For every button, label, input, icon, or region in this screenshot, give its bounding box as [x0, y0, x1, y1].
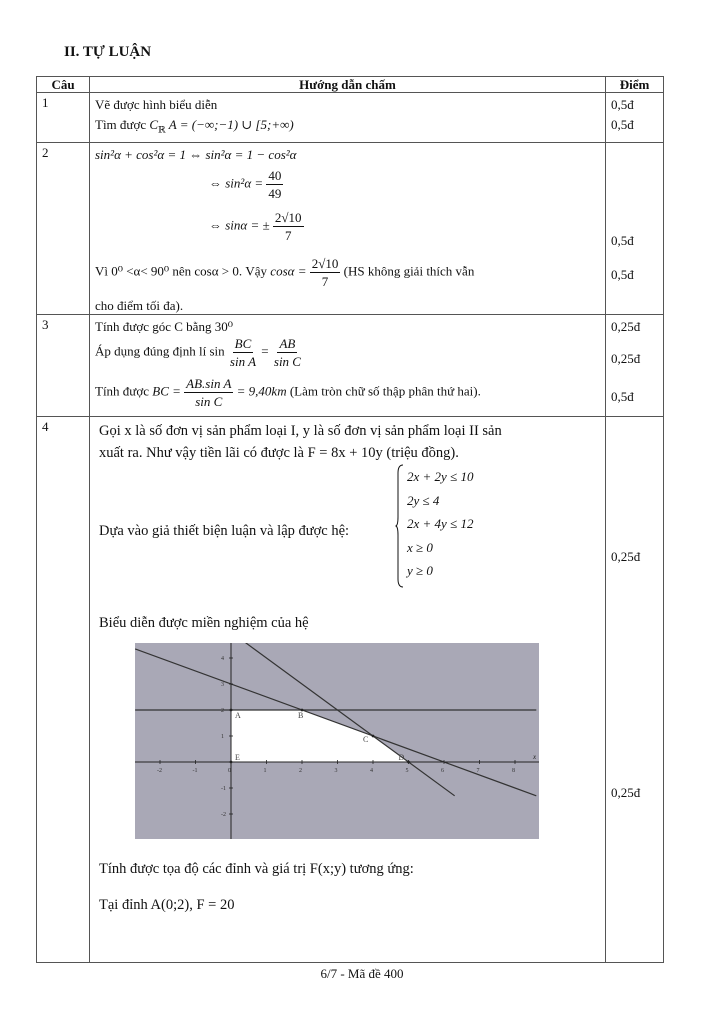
- y-tick-label: 2: [221, 708, 224, 714]
- x-tick-label: -1: [192, 768, 198, 774]
- x-tick-label: 7: [476, 768, 480, 774]
- x-tick-label: 4: [370, 768, 373, 774]
- y-tick-label: -1: [221, 786, 226, 792]
- system-eq-1: 2x + 2y ≤ 10: [407, 469, 474, 484]
- x-tick-label: 2: [299, 768, 302, 774]
- q3-guide: [90, 315, 606, 417]
- q1-number: 1: [37, 93, 90, 143]
- q3-line1: Tính được góc C bằng 30⁰: [95, 319, 233, 334]
- vertex-label: C: [363, 735, 369, 744]
- q4-guide: [90, 417, 606, 963]
- x-tick-label: 6: [441, 768, 444, 774]
- vertex-point: [407, 761, 410, 764]
- q4-para3: Tính được tọa độ các đỉnh và giá trị F(x;y) tương ứng:: [99, 861, 414, 877]
- x-tick-label: 3: [334, 768, 338, 774]
- q3-number: 3: [37, 315, 90, 417]
- header-question: Câu: [37, 77, 90, 93]
- y-tick-label: -2: [221, 812, 226, 818]
- system-eq-3: 2x + 4y ≤ 12: [407, 516, 474, 531]
- q2-eq2: ⇔ sin²α = $\frac{40}{49}$: [209, 168, 282, 201]
- y-tick-label: 3: [221, 682, 224, 688]
- y-tick-label: 1: [221, 734, 224, 740]
- q2-eq1: sin²α + cos²α = 1 ⇔ sin²α = 1 − cos²α: [95, 147, 297, 162]
- q3-line2: Áp dụng đúng định lí sin $\frac{BC}{\text{sin A}}$ = $\frac{AB}{\text{sin C}}$: [95, 336, 301, 369]
- vertex-label: B: [298, 711, 304, 720]
- q4-system-brace: [395, 463, 405, 593]
- vertex-label: E: [235, 753, 240, 762]
- brace-icon: [395, 463, 405, 589]
- feasible-region-graph: [135, 643, 539, 843]
- table-row-q4: [37, 417, 664, 963]
- table-row-q2: [37, 143, 664, 315]
- q2-guide: [90, 143, 606, 315]
- vertex-label: D: [398, 753, 405, 762]
- section-title: II. TỰ LUẬN: [64, 44, 152, 60]
- header-guide: Hướng dẫn chấm: [90, 77, 606, 93]
- q2-note: cho điểm tối đa).: [95, 298, 184, 313]
- q4-para2: Biểu diễn được miền nghiệm của hệ: [99, 615, 309, 631]
- table-row-q1: [37, 93, 664, 143]
- y-tick-label: 4: [221, 656, 224, 662]
- x-tick-label: 5: [405, 768, 409, 774]
- q4-para4: Tại đỉnh A(0;2), F = 20: [99, 897, 235, 913]
- page-footer: 6/7 - Mã đề 400: [320, 966, 404, 981]
- vertex-point: [372, 735, 375, 738]
- x-tick-label: 8: [512, 768, 515, 774]
- q1-scores: 0,5đ 0,5đ: [606, 93, 664, 143]
- q1-line1: Vẽ được hình biểu diễn: [95, 97, 218, 112]
- grading-table: [36, 76, 664, 963]
- q1-guide: [90, 93, 606, 143]
- table-row-q3: [37, 315, 664, 417]
- q4-scores: 0,25đ 0,25đ: [606, 417, 664, 963]
- system-eq-5: y ≥ 0: [407, 563, 433, 578]
- x-tick-label: -2: [157, 768, 162, 774]
- q4-para1a: Gọi x là số đơn vị sản phẩm loại I, y là số đơn vị sản phẩm loại II sản: [99, 423, 502, 439]
- x-tick-label: 0: [228, 768, 231, 774]
- q1-line2: Tìm được $C_ℝ$ A = (−∞;−1) ∪ [5;+∞): [95, 117, 294, 135]
- x-axis-label: x: [533, 753, 537, 761]
- vertex-label: A: [235, 711, 241, 720]
- q4-system: [407, 465, 473, 583]
- system-eq-2: 2y ≤ 4: [407, 492, 440, 508]
- table-header-row: [37, 77, 664, 93]
- q2-number: 2: [37, 143, 90, 315]
- x-tick-label: 1: [263, 768, 267, 774]
- q2-eq3: ⇔ sinα = ± $\frac{2√10}{7}$: [209, 210, 302, 243]
- q2-scores: 0,5đ 0,5đ: [606, 143, 664, 315]
- q3-scores: 0,25đ 0,25đ 0,5đ: [606, 315, 664, 417]
- vertex-point: [230, 709, 233, 712]
- q4-number: 4: [37, 417, 90, 963]
- q3-line3: Tính được BC = $\frac{\text{AB.sin A}}{\text{sin C}}$ = 9,40km (Làm tròn chữ số thập phân thứ hai).: [95, 376, 481, 409]
- q2-conclusion: Vì 0⁰ <α< 90⁰ nên cosα > 0. Vậy cosα = $\frac{2√10}{7}$ (HS không giải thích vẫn: [95, 256, 475, 289]
- q4-para1b: xuất ra. Như vậy tiền lãi có được là F = 8x + 10y (triệu đồng).: [99, 445, 459, 461]
- vertex-point: [230, 761, 233, 764]
- system-eq-4: x ≥ 0: [407, 539, 433, 555]
- q4-system-prefix: Dựa vào giả thiết biện luận và lập được hệ:: [99, 523, 350, 539]
- header-score: Điểm: [606, 77, 664, 93]
- graph-svg: [135, 643, 539, 839]
